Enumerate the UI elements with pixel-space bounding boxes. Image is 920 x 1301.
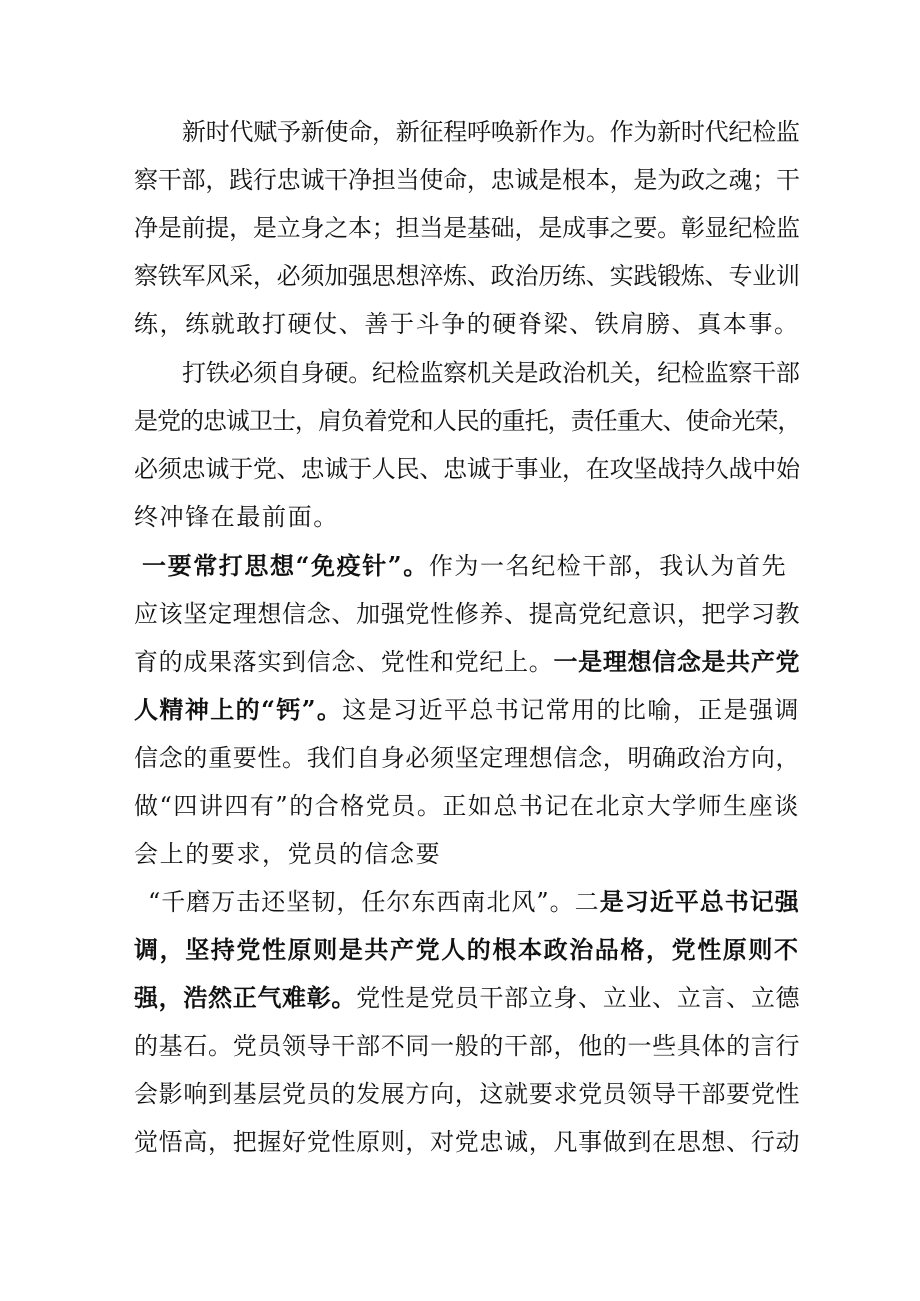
text-segment: 作为一名纪检干部，我认为首先	[428, 552, 788, 580]
text-line	[134, 646, 800, 678]
text-segment: 这是习近平总书记常用的比喻，正是强调	[342, 696, 800, 724]
text-line	[134, 308, 800, 340]
text-segment: 会影响到基层党员的发展方向，这就要求党员领导干部要党性	[134, 1080, 801, 1108]
text-segment: 打铁必须自身硬。纪检监察机关是政治机关，纪检监察干部	[182, 359, 800, 387]
text-line	[134, 1030, 800, 1062]
text-segment: 会上的要求，党员的信念要	[134, 840, 442, 868]
text-segment: 觉悟高，把握好党性原则，对党忠诚，凡事做到在思想、行动	[134, 1128, 801, 1156]
text-line	[134, 164, 800, 196]
text-segment: 必须忠诚于党、忠诚于人民、忠诚于事业，在攻坚战持久战中始	[134, 455, 800, 483]
text-line	[134, 405, 800, 437]
text-segment: 净是前提，是立身之本；担当是基础，是成事之要。彰显纪检监	[134, 214, 800, 242]
text-line	[134, 260, 800, 292]
text-segment: 做“四讲四有”的合格党员。正如总书记在北京大学师生座谈	[134, 792, 800, 820]
text-segment: 新时代赋予新使命，新征程呼唤新作为。作为新时代纪检监	[182, 118, 800, 146]
text-segment: 育的成果落实到信念、党性和党纪上。	[134, 648, 554, 676]
text-line	[148, 886, 800, 918]
text-segment: 应该坚定理想信念、加强党性修养、提高党纪意识，把学习教	[134, 600, 801, 628]
bold-text-segment: 一是理想信念是共产党	[553, 647, 801, 676]
text-line	[134, 742, 800, 774]
text-segment: 察铁军风采，必须加强思想淬炼、政治历练、实践锻炼、专业训	[134, 262, 800, 290]
text-line	[134, 453, 800, 485]
bold-text-segment: 强，浩然正气难彰。	[134, 983, 357, 1012]
text-line	[134, 598, 800, 630]
text-segment: “千磨万击还坚韧，任尔东西南北风”。二	[148, 888, 600, 916]
bold-text-segment: 调，坚持党性原则是共产党人的根本政治品格，党性原则不	[134, 935, 800, 964]
bold-text-segment: 人精神上的“钙”。	[134, 695, 343, 724]
text-segment: 察干部，践行忠诚干净担当使命，忠诚是根本，是为政之魂；干	[134, 166, 800, 194]
text-line	[134, 838, 441, 870]
text-segment: 的基石。党员领导干部不同一般的干部，他的一些具体的言行	[134, 1032, 801, 1060]
text-line	[142, 550, 787, 582]
text-line	[134, 982, 800, 1014]
text-line	[134, 934, 800, 966]
text-segment: 信念的重要性。我们自身必须坚定理想信念，明确政治方向，	[134, 744, 801, 772]
text-segment: 党性是党员干部立身、立业、立言、立德	[356, 984, 801, 1012]
text-line	[134, 212, 800, 244]
text-line	[134, 501, 339, 533]
text-line	[134, 1126, 800, 1158]
text-segment: 练，练就敢打硬仗、善于斗争的硬脊梁、铁肩膀、真本事。	[134, 310, 800, 338]
text-segment: 是党的忠诚卫士，肩负着党和人民的重托，责任重大、使命光荣，	[134, 407, 801, 435]
text-segment: 终冲锋在最前面。	[134, 503, 339, 531]
bold-text-segment: 一要常打思想“免疫针”。	[142, 551, 429, 580]
text-line	[134, 694, 800, 726]
text-line	[182, 116, 800, 148]
text-line	[134, 790, 800, 822]
bold-text-segment: 是习近平总书记强	[599, 887, 800, 916]
text-line	[182, 357, 800, 389]
text-line	[134, 1078, 800, 1110]
